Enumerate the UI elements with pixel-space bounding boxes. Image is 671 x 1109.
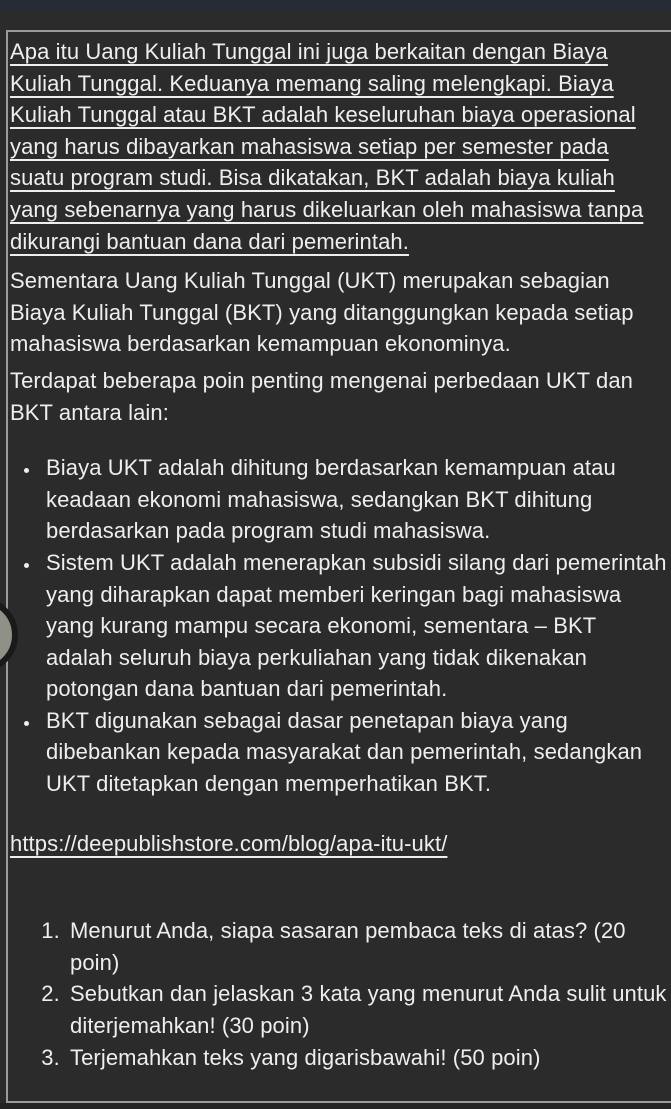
source-link[interactable]: https://deepublishstore.com/blog/apa-itu-ukt/ xyxy=(10,830,448,856)
bullet-item: • Sistem UKT adalah menerapkan subsidi silang dari pemerintah yang diharapkan dapat memberi keringan bagi mahasiswa yang kurang mampu secara ekonomi, sementara – BKT adalah seluruh biaya perkuliahan yang tidak dikenakan potongan dana bantuan dari pemerintah. xyxy=(41,547,668,705)
source-link-row xyxy=(10,828,668,860)
points-intro-paragraph: Terdapat beberapa poin penting mengenai perbedaan UKT dan BKT antara lain: xyxy=(10,367,633,425)
question-item: 2. Sebutkan dan jelaskan 3 kata yang menurut Anda sulit untuk diterjemahkan! (30 poin) xyxy=(66,978,668,1041)
bottom-status-bar xyxy=(0,1103,671,1109)
document-frame xyxy=(6,30,671,1103)
question-item: 3. Terjemahkan teks yang digarisbawahi! (50 poin) xyxy=(66,1042,668,1074)
top-status-bar xyxy=(0,0,671,10)
bullet-item: • BKT digunakan sebagai dasar penetapan biaya yang dibebankan kepada masyarakat dan pemerintah, sedangkan UKT ditetapkan dengan memperhatikan BKT. xyxy=(41,705,668,800)
question-list xyxy=(10,915,668,1073)
question-item: 1. Menurut Anda, siapa sasaran pembaca teks di atas? (20 poin) xyxy=(66,915,668,978)
difference-bullet-list xyxy=(10,452,668,800)
ukt-definition-paragraph: Sementara Uang Kuliah Tunggal (UKT) merupakan sebagian Biaya Kuliah Tunggal (BKT) yang ditanggungkan kepada setiap mahasiswa berdasarkan kemampuan ekonominya. xyxy=(10,268,634,357)
intro-paragraph-underlined: Apa itu Uang Kuliah Tunggal ini juga berkaitan dengan Biaya Kuliah Tunggal. Keduanya memang saling melengkapi. Biaya Kuliah Tunggal atau BKT adalah keseluruhan biaya operasional yang harus dibayarkan mahasiswa setiap per semester pada suatu program studi. Bisa dikatakan, BKT adalah biaya kuliah yang sebenarnya yang harus dikeluarkan oleh mahasiswa tanpa dikurangi bantuan dana dari pemerintah. xyxy=(10,39,644,254)
document-content xyxy=(8,32,668,1073)
bullet-item: • Biaya UKT adalah dihitung berdasarkan kemampuan atau keadaan ekonomi mahasiswa, sedangkan BKT dihitung berdasarkan pada program studi mahasiswa. xyxy=(41,452,668,547)
